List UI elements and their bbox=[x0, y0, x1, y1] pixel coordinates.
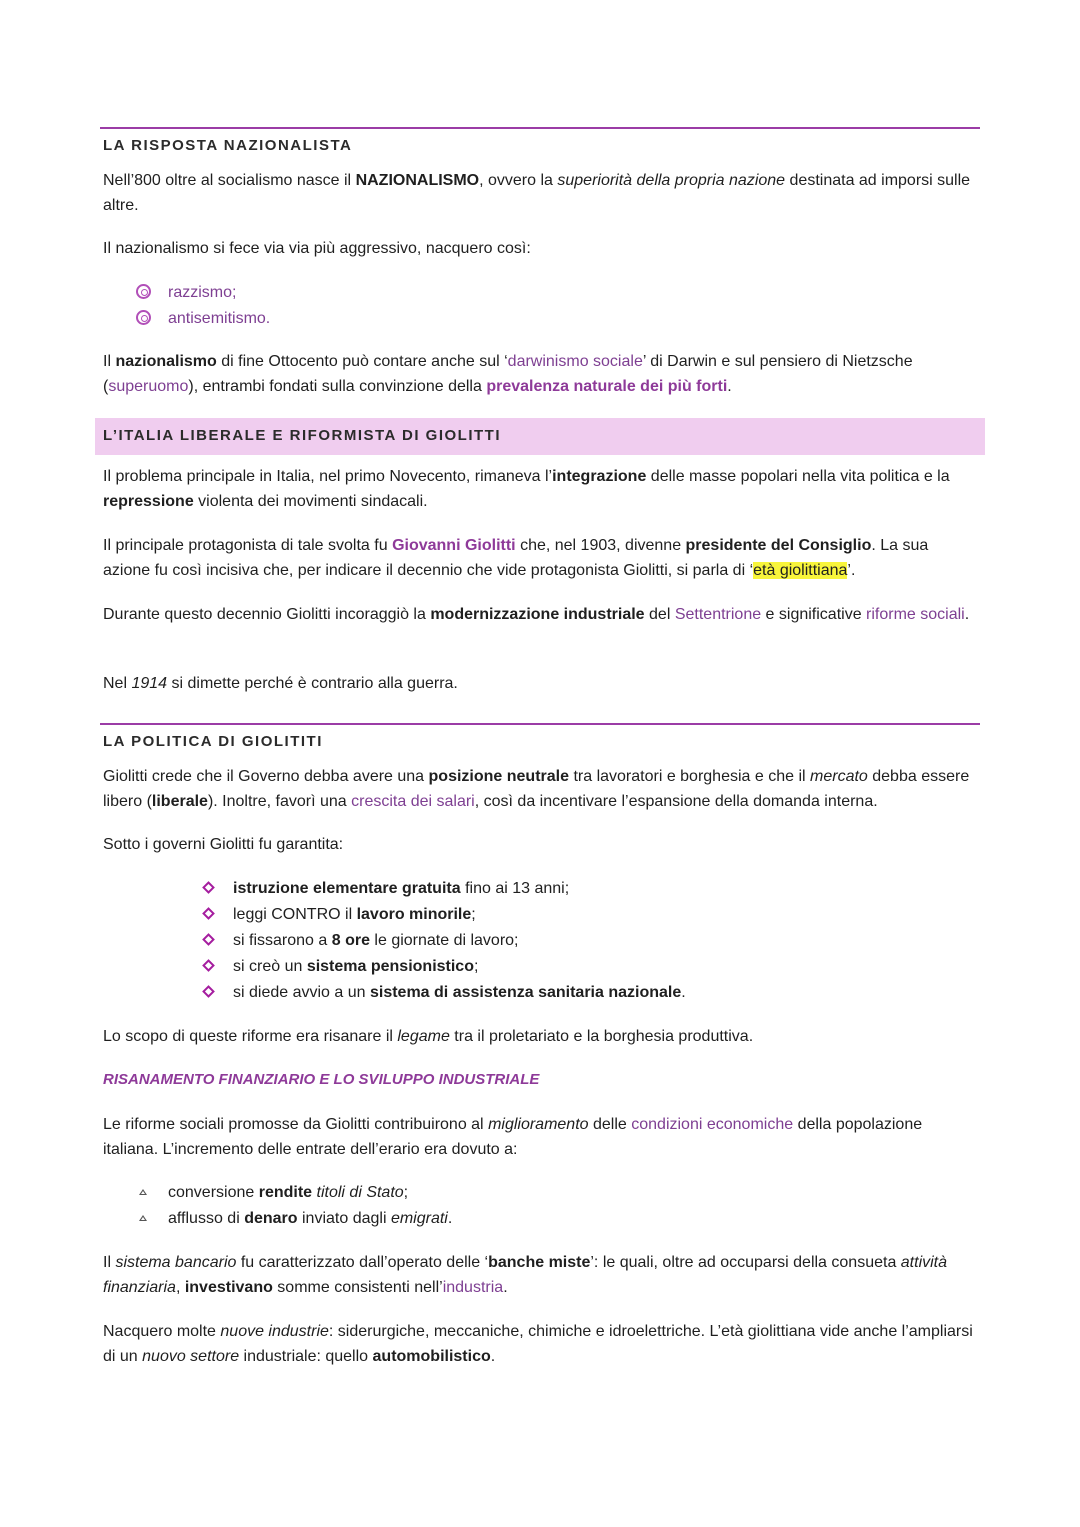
subsection-heading: RISANAMENTO FINANZIARIO E LO SVILUPPO INDUSTRIALE bbox=[103, 1071, 540, 1088]
paragraph bbox=[103, 1250, 973, 1300]
bold-text: rendite bbox=[258, 1184, 313, 1201]
text: della popolazione italiana. L’incremento delle entrate dell’erario era dovuto a: bbox=[103, 1116, 923, 1158]
text: ; bbox=[403, 1184, 409, 1201]
italic-text: attività finanziaria bbox=[103, 1254, 948, 1296]
bold-text: integrazione bbox=[552, 468, 647, 485]
text: destinata ad imporsi sulle altre. bbox=[103, 172, 971, 214]
paragraph bbox=[103, 1024, 973, 1049]
triangle-list bbox=[168, 1180, 452, 1232]
bold-text: banche miste bbox=[488, 1254, 591, 1271]
bold-text: liberale bbox=[151, 793, 208, 810]
text: industriale: quello bbox=[239, 1348, 373, 1365]
highlight-term: Settentrione bbox=[674, 606, 762, 623]
italic-text: 1914 bbox=[131, 675, 168, 692]
list-item bbox=[233, 876, 686, 902]
swirl-bullet-icon bbox=[136, 284, 151, 299]
highlighted-text: età giolittiana bbox=[753, 562, 848, 579]
triangle-bullet-icon bbox=[139, 1215, 147, 1221]
text: , bbox=[175, 1279, 185, 1296]
paragraph bbox=[103, 349, 973, 399]
text: delle bbox=[588, 1116, 632, 1133]
text: leggi CONTRO il bbox=[233, 906, 357, 923]
text: : siderurgiche, meccaniche, chimiche e idroelettriche. L’età giolittiana vide anche l’ampliarsi di un bbox=[103, 1323, 973, 1365]
diamond-bullet-icon bbox=[202, 933, 215, 946]
diamond-bullet-icon bbox=[202, 907, 215, 920]
section-heading: L’ITALIA LIBERALE E RIFORMISTA DI GIOLITTI bbox=[103, 427, 501, 444]
text: Il principale protagonista di tale svolta fu bbox=[103, 537, 393, 554]
list-item bbox=[233, 954, 686, 980]
text: si diede avvio a un bbox=[233, 984, 370, 1001]
text: di fine Ottocento può contare anche sul ‘ bbox=[216, 353, 508, 370]
paragraph bbox=[103, 533, 973, 583]
diamond-bullet-icon bbox=[202, 881, 215, 894]
text: ; bbox=[473, 958, 479, 975]
highlight-term: Giovanni Giolitti bbox=[392, 537, 516, 554]
bold-text: istruzione elementare gratuita bbox=[233, 880, 461, 897]
text: ), entrambi fondati sulla convinzione della bbox=[188, 378, 487, 395]
text: tra il proletariato e la borghesia produttiva. bbox=[449, 1028, 754, 1045]
text: del bbox=[644, 606, 675, 623]
list-item bbox=[233, 980, 686, 1006]
text: si fissarono a bbox=[233, 932, 332, 949]
text: ). Inoltre, favorì una bbox=[207, 793, 352, 810]
text: . bbox=[503, 1279, 508, 1296]
list-item bbox=[168, 306, 270, 332]
text: Giolitti crede che il Governo debba avere una bbox=[103, 768, 429, 785]
text: Le riforme sociali promosse da Giolitti contribuirono al bbox=[103, 1116, 489, 1133]
bold-text: nazionalismo bbox=[115, 353, 217, 370]
text: ’: le quali, oltre ad occuparsi della consueta bbox=[590, 1254, 901, 1271]
section-rule bbox=[100, 723, 980, 725]
text: . bbox=[447, 1210, 453, 1227]
text: Il bbox=[103, 1254, 116, 1271]
highlight-term: prevalenza naturale dei più forti bbox=[486, 378, 728, 395]
text: si dimette perché è contrario alla guerra. bbox=[167, 675, 458, 692]
text: che, nel 1903, divenne bbox=[515, 537, 686, 554]
list-item bbox=[168, 280, 270, 306]
text: , così da incentivare l’espansione della domanda interna. bbox=[474, 793, 878, 810]
bold-text: sistema pensionistico bbox=[306, 958, 474, 975]
text: Nell’800 oltre al socialismo nasce il bbox=[103, 172, 356, 189]
list-item-text: antisemitismo. bbox=[168, 310, 271, 327]
text: Nel bbox=[103, 675, 132, 692]
text: Nacquero molte bbox=[103, 1323, 221, 1340]
bold-text: 8 ore bbox=[331, 932, 370, 949]
bold-text: denaro bbox=[244, 1210, 298, 1227]
highlight-term: riforme sociali bbox=[866, 606, 965, 623]
bold-text: automobilistico bbox=[372, 1348, 491, 1365]
list-item bbox=[168, 1206, 452, 1232]
text: Il bbox=[103, 353, 116, 370]
italic-text: miglioramento bbox=[488, 1116, 589, 1133]
text: fino ai 13 anni; bbox=[460, 880, 570, 897]
paragraph bbox=[103, 764, 973, 814]
paragraph bbox=[103, 464, 973, 514]
bold-text: posizione neutrale bbox=[428, 768, 569, 785]
bold-text: modernizzazione industriale bbox=[430, 606, 645, 623]
text: conversione bbox=[168, 1184, 259, 1201]
section-heading: LA POLITICA DI GIOLITITI bbox=[103, 733, 323, 750]
diamond-list bbox=[233, 876, 686, 1006]
text: debba essere libero ( bbox=[103, 768, 970, 810]
text: le giornate di lavoro; bbox=[369, 932, 519, 949]
italic-text: nuovo settore bbox=[142, 1348, 240, 1365]
text: . La sua azione fu così incisiva che, per indicare il decennio che vide protagonista Giolitti, si parla di ‘ bbox=[103, 537, 929, 579]
paragraph bbox=[103, 168, 973, 218]
highlight-term: condizioni economiche bbox=[631, 1116, 794, 1133]
text: Durante questo decennio Giolitti incoraggiò la bbox=[103, 606, 431, 623]
triangle-bullet-icon bbox=[139, 1189, 147, 1195]
italic-text: legame bbox=[397, 1028, 450, 1045]
italic-text: titoli di Stato bbox=[316, 1184, 404, 1201]
text: violenta dei movimenti sindacali. bbox=[193, 493, 428, 510]
bold-text: sistema di assistenza sanitaria nazionale bbox=[369, 984, 682, 1001]
text: Lo scopo di queste riforme era risanare il bbox=[103, 1028, 398, 1045]
text: . bbox=[964, 606, 970, 623]
italic-text: nuove industrie bbox=[220, 1323, 329, 1340]
paragraph: Il nazionalismo si fece via via più aggressivo, nacquero così: bbox=[103, 240, 531, 257]
text: ; bbox=[471, 906, 476, 923]
text: tra lavoratori e borghesia e che il bbox=[569, 768, 811, 785]
italic-text: superiorità della propria nazione bbox=[557, 172, 786, 189]
list-item bbox=[168, 1180, 452, 1206]
italic-text: mercato bbox=[810, 768, 868, 785]
italic-text: sistema bancario bbox=[115, 1254, 237, 1271]
bold-text: presidente del Consiglio bbox=[685, 537, 872, 554]
text: delle masse popolari nella vita politica e la bbox=[646, 468, 950, 485]
swirl-bullet-icon bbox=[136, 310, 151, 325]
text: . bbox=[727, 378, 732, 395]
section-heading: LA RISPOSTA NAZIONALISTA bbox=[103, 137, 353, 154]
paragraph bbox=[103, 602, 973, 627]
bold-text: repressione bbox=[103, 493, 194, 510]
text: e significative bbox=[761, 606, 867, 623]
text: inviato dagli bbox=[297, 1210, 391, 1227]
text: afflusso di bbox=[168, 1210, 245, 1227]
highlight-term: crescita dei salari bbox=[351, 793, 475, 810]
text: , ovvero la bbox=[479, 172, 558, 189]
text: ’ di Darwin e sul pensiero di Nietzsche ( bbox=[103, 353, 913, 395]
section-rule bbox=[100, 127, 980, 129]
bold-text: lavoro minorile bbox=[356, 906, 472, 923]
paragraph bbox=[103, 1112, 973, 1162]
highlight-term: superuomo bbox=[108, 378, 189, 395]
list-item bbox=[233, 902, 686, 928]
bullet-list bbox=[168, 280, 270, 332]
text: . bbox=[490, 1348, 496, 1365]
list-item-text: razzismo; bbox=[168, 284, 237, 301]
paragraph bbox=[103, 1319, 973, 1369]
diamond-bullet-icon bbox=[202, 985, 215, 998]
paragraph: Sotto i governi Giolitti fu garantita: bbox=[103, 836, 344, 853]
paragraph bbox=[103, 671, 973, 696]
highlight-term: industria bbox=[442, 1279, 504, 1296]
text: ’. bbox=[847, 562, 856, 579]
bold-text: NAZIONALISMO bbox=[355, 172, 480, 189]
italic-text: emigrati bbox=[390, 1210, 448, 1227]
diamond-bullet-icon bbox=[202, 959, 215, 972]
highlight-term: darwinismo sociale bbox=[507, 353, 643, 370]
text: fu caratterizzato dall’operato delle ‘ bbox=[236, 1254, 489, 1271]
text: si creò un bbox=[233, 958, 307, 975]
list-item bbox=[233, 928, 686, 954]
text: Il problema principale in Italia, nel primo Novecento, rimaneva l’ bbox=[103, 468, 553, 485]
text: somme consistenti nell’ bbox=[272, 1279, 443, 1296]
bold-text: investivano bbox=[184, 1279, 273, 1296]
text: . bbox=[681, 984, 686, 1001]
